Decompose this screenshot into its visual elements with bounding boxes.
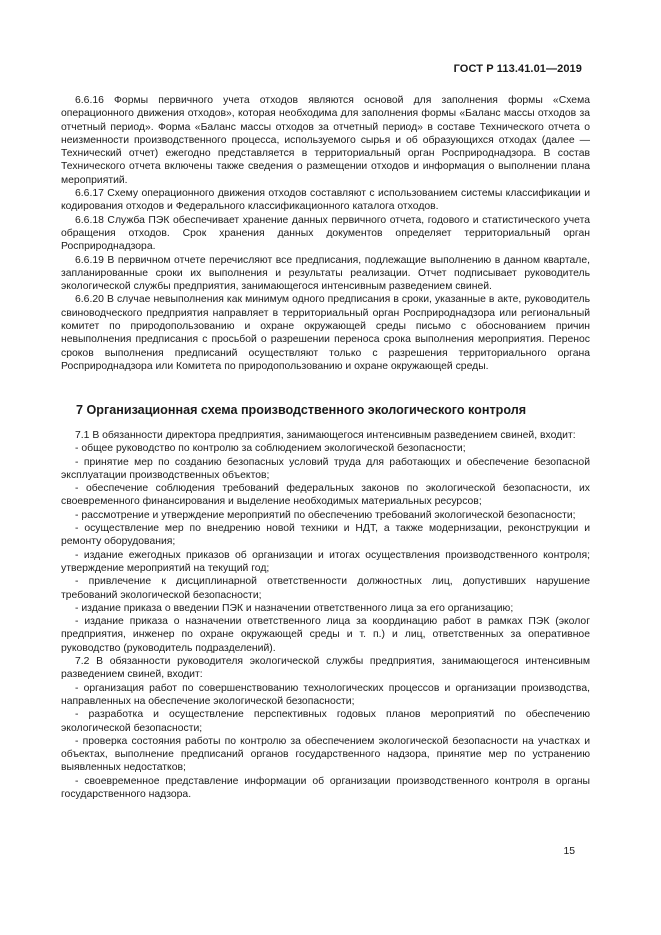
section-7-title: 7 Организационная схема производственного экологического контроля	[76, 403, 527, 417]
paragraph-6-6-19: 6.6.19 В первичном отчете перечисляют все предписания, подлежащие выполнению в данном квартале, запланированные сроки их выполнения и результаты реализации. Отчет подписывает руководитель экологической службы предприятия, занимающегося интенсивным разведением свиней.	[61, 254, 590, 293]
list-item: - принятие мер по созданию безопасных условий труда для работающих и обеспечение безопасной эксплуатации производственных объектов;	[61, 456, 590, 483]
standard-code-header: ГОСТ Р 113.41.01—2019	[453, 63, 582, 75]
page-number: 15	[563, 846, 575, 857]
list-item: - своевременное представление информации об организации производственного контроля в органы государственного надзора.	[61, 775, 590, 802]
list-item: - рассмотрение и утверждение мероприятий по обеспечению требований экологической безопасности;	[61, 509, 590, 522]
section-7-block	[61, 429, 590, 801]
list-item: - привлечение к дисциплинарной ответственности должностных лиц, допустивших нарушение требований экологической безопасности;	[61, 575, 590, 602]
paragraph-7-2-intro: 7.2 В обязанности руководителя экологической службы предприятия, занимающегося интенсивным разведением свиней, входит:	[61, 656, 590, 681]
list-item: - разработка и осуществление перспективных годовых планов мероприятий по обеспечению экологической безопасности;	[61, 708, 590, 735]
list-item: - осуществление мер по внедрению новой техники и НДТ, а также модернизации, реконструкции и ремонту оборудования;	[61, 522, 590, 549]
paragraph-6-6-16: 6.6.16 Формы первичного учета отходов являются основой для заполнения формы «Схема операционного движения отходов», которая необходима для заполнения формы «Баланс массы отходов за отчетный период». Форма «Баланс массы отходов за отчетный период» в составе Технического отчета о неизменности производственного процесса, используемого сырья и об образующихся отходах (далее — Технический отчет) ежегодно представляется в территориальный орган Росприроднадзора. В состав Технического отчета включены также сведения о размещении отходов и информация о выполнении плана мероприятий.	[61, 95, 590, 186]
list-item: - организация работ по совершенствованию технологических процессов и организации производства, направленных на обеспечение экологической безопасности;	[61, 682, 590, 709]
paragraph-6-6-18: 6.6.18 Служба ПЭК обеспечивает хранение данных первичного отчета, годового и статистического учета обращения отходов. Срок хранения данных документов определяет территориальный орган Росприроднадзора.	[61, 214, 590, 253]
list-item: - издание ежегодных приказов об организации и итогах осуществления производственного контроля; утверждение мероприятий на текущий год;	[61, 549, 590, 576]
list-item: - издание приказа о введении ПЭК и назначении ответственного лица за его организацию;	[61, 602, 590, 615]
paragraph-6-6-20: 6.6.20 В случае невыполнения как минимум одного предписания в сроки, указанные в акте, руководитель свиноводческого предприятия направляет в территориальный орган Росприроднадзора или региональный комитет по природопользованию и охране окружающей среды письмо с обоснованием причин невыполнения предписания с просьбой о разрешении переноса срока выполнения мероприятия. Перенос сроков выполнения предписаний осуществляют только с разрешения территориального органа Росприроднадзора или Комитета по природопользованию и охране окружающей среды.	[61, 294, 590, 372]
list-item: - общее руководство по контролю за соблюдением экологической безопасности;	[61, 442, 590, 455]
paragraph-6-6-17: 6.6.17 Схему операционного движения отходов составляют с использованием системы классификации и кодирования отходов и Федерального классификационного каталога отходов.	[61, 188, 590, 213]
list-item: - обеспечение соблюдения требований федеральных законов по экологической безопасности, их своевременного финансирования и выделение необходимых материальных ресурсов;	[61, 482, 590, 509]
section-6-block	[61, 94, 590, 373]
paragraph-7-1-intro: 7.1 В обязанности директора предприятия, занимающегося интенсивным разведением свиней, входит:	[75, 430, 576, 441]
list-item: - проверка состояния работы по контролю за обеспечением экологической безопасности на участках и объектах, выполнение предписаний органов государственного надзора, принятие мер по устранению выявленных недостатков;	[61, 735, 590, 775]
list-item: - издание приказа о назначении ответственного лица за координацию работ в рамках ПЭК (эколог предприятия, инженер по охране окружающей среды и т. п.) и лиц, ответственных за оперативное руководство (руководитель подразделений).	[61, 615, 590, 655]
